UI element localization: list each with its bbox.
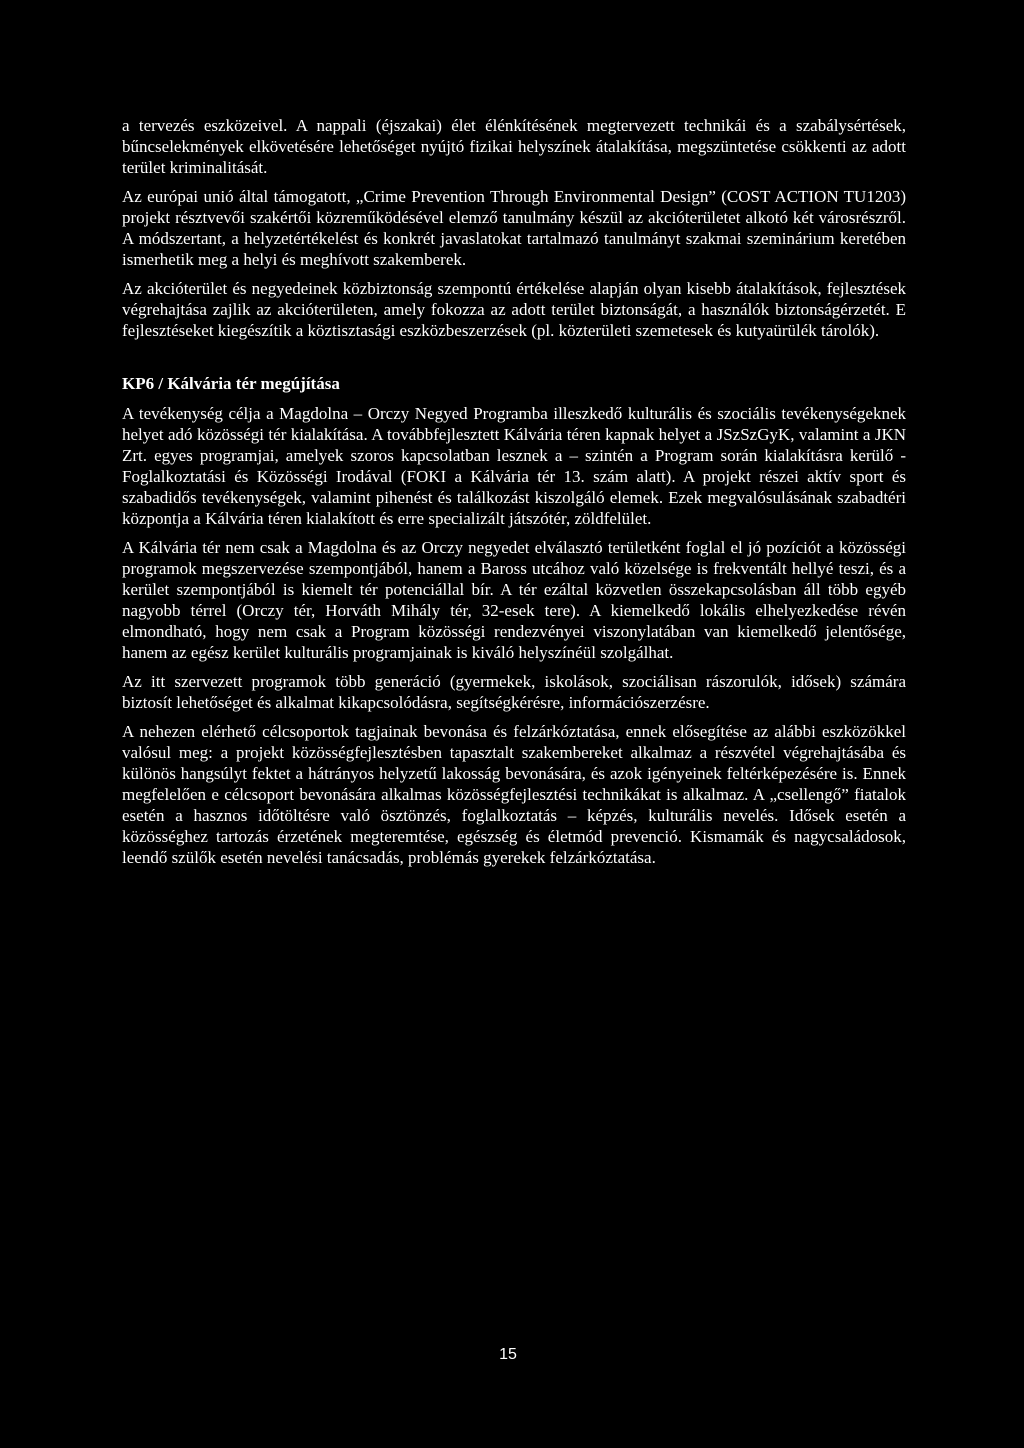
paragraph: a tervezés eszközeivel. A nappali (éjszakai) élet élénkítésének megtervezett technikái és a szabálysértések, bűncselekmények elkövetésére lehetőséget nyújtó fizikai helyszínek átalakítása, megszüntetése csökkenti az adott terület kriminalitását.: [122, 116, 906, 177]
page-number: 15: [499, 1346, 517, 1363]
paragraph: A Kálvária tér nem csak a Magdolna és az Orczy negyedet elválasztó területként foglal el jó pozíciót a közösségi programok megszervezése szempontjából, hanem a Baross utcához való közelsége is frekventált hellyé teszi, és a kerület szempontjából is kiemelt tér potenciállal bír. A tér ezáltal közvetlen összekapcsolásban áll több egyéb nagyobb térrel (Orczy tér, Horváth Mihály tér, 32-esek tere). A kiemelkedő lokális elhelyezkedése révén elmondható, hogy nem csak a Program közösségi rendezvényei viszonylatában van kiemelkedő jelentősége, hanem az egész kerület kulturális programjainak is kiváló helyszínéül szolgálhat.: [122, 538, 906, 662]
paragraph: A tevékenység célja a Magdolna – Orczy Negyed Programba illeszkedő kulturális és szociális tevékenységeknek helyet adó közösségi tér kialakítása. A továbbfejlesztett Kálvária téren kapnak helyet a JSzSzGyK, valamint a JKN Zrt. egyes programjai, amelyek szoros kapcsolatban lesznek a – szintén a Program során kialakításra kerülő - Foglalkoztatási és Közösségi Irodával (FOKI a Kálvária tér 13. szám alatt). A projekt részei aktív sport és szabadidős tevékenységek, valamint pihenést és találkozást kiszolgáló elemek. Ezek megvalósulásának szabadtéri központja a Kálvária téren kialakított és erre specializált játszótér, zöldfelület.: [122, 404, 906, 528]
paragraph: Az itt szervezett programok több generáció (gyermekek, iskolások, szociálisan rászorulók, idősek) számára biztosít lehetőséget és alkalmat kikapcsolódásra, segítségkérésre, információszerzésre.: [122, 672, 906, 712]
paragraph: Az európai unió által támogatott, „Crime Prevention Through Environmental Design” (COST ACTION TU1203) projekt résztvevői szakértői közreműködésével elemző tanulmány készül az akcióterületet alkotó két városrészről. A módszertant, a helyzetértékelést és konkrét javaslatokat tartalmazó tanulmányt szakmai szeminárium keretében ismerhetik meg a helyi és meghívott szakemberek.: [122, 187, 906, 269]
paragraph: A nehezen elérhető célcsoportok tagjainak bevonása és felzárkóztatása, ennek elősegítése az alábbi eszközökkel valósul meg: a projekt közösségfejlesztésben tapasztalt szakembereket alkalmaz a részvétel végrehajtásába és különös hangsúlyt fektet a hátrányos helyzetű lakosság bevonására, és azok igényeinek feltérképezésére is. Ennek megfelelően e célcsoport bevonására alkalmas közösségfejlesztési technikákat is alkalmaz. A „csellengő” fiatalok esetén a hasznos időtöltésre való ösztönzés, foglalkoztatás – képzés, kulturális nevelés. Idősek esetén a közösséghez tartozás érzetének megteremtése, egészség és életmód prevenció. Kismamák és nagycsaládosok, leendő szülők esetén nevelési tanácsadás, problémás gyerekek felzárkóztatása.: [122, 722, 906, 867]
paragraph: Az akcióterület és negyedeinek közbiztonság szempontú értékelése alapján olyan kisebb átalakítások, fejlesztések végrehajtása zajlik az akcióterületen, amely fokozza az adott terület biztonságát, a használók biztonságérzetét. E fejlesztéseket kiegészítik a köztisztasági eszközbeszerzések (pl. közterületi szemetesek és kutyaürülék tárolók).: [122, 279, 906, 340]
page-content: [122, 115, 906, 876]
section-heading: KP6 / Kálvária tér megújítása: [122, 374, 340, 393]
